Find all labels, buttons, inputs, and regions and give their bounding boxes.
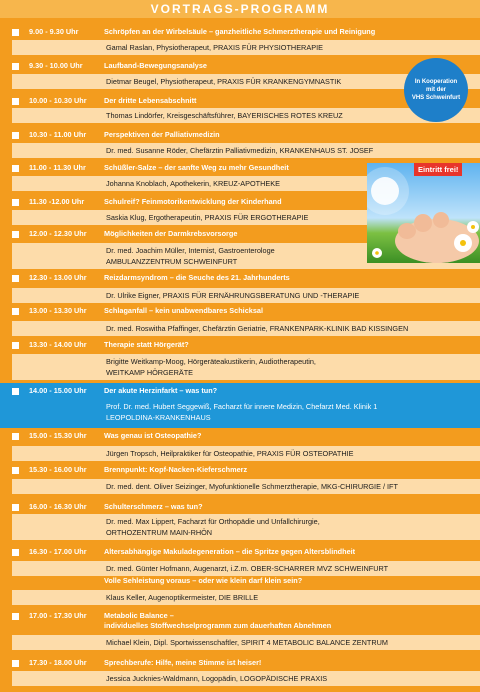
session-time: 17.30 - 18.00 Uhr	[29, 658, 87, 667]
session-speaker: Dr. med. dent. Oliver Seizinger, Myofunktionelle Schmerztherapie, MKG-CHIRURGIE / IFT	[106, 482, 398, 491]
session-topic: Laufband-Bewegungsanalyse	[104, 61, 207, 70]
session-speaker: Dietmar Beugel, Physiotherapeut, PRAXIS FÜR KRANKENGYMNASTIK	[106, 77, 342, 86]
photo-illustration	[367, 163, 480, 263]
session-topic: Altersabhängige Makuladegeneration – die Spritze gegen Altersblindheit	[104, 547, 356, 556]
bullet-square	[12, 98, 19, 105]
session-time: 9.00 - 9.30 Uhr	[29, 27, 79, 36]
session-speaker: Gamal Raslan, Physiotherapeut, PRAXIS FÜR PHYSIOTHERAPIE	[106, 43, 323, 52]
session-time: 10.30 - 11.00 Uhr	[29, 130, 87, 139]
bullet-square	[12, 549, 19, 556]
badge-line: In Kooperation	[414, 79, 458, 85]
session-speaker: Jessica Jucknies-Waldmann, Logopädin, LOGOPÄDISCHE PRAXIS	[106, 674, 328, 683]
session-speaker: LEOPOLDINA-KRANKENHAUS	[106, 413, 211, 422]
session-speaker: WEITKAMP HÖRGERÄTE	[106, 368, 194, 377]
session-topic: Der akute Herzinfarkt – was tun?	[104, 386, 218, 395]
session-time: 16.30 - 17.00 Uhr	[29, 547, 87, 556]
session-time: 12.30 - 13.00 Uhr	[29, 273, 87, 282]
session-topic: Brennpunkt: Kopf-Nacken-Kieferschmerz	[104, 465, 248, 474]
session-time: 15.00 - 15.30 Uhr	[29, 431, 87, 440]
session-speaker: Dr. Ulrike Eigner, PRAXIS FÜR ERNÄHRUNGSBERATUNG UND -THERAPIE	[106, 291, 360, 300]
session-speaker: Michael Klein, Dipl. Sportwissenschaftler, SPIRIT 4 METABOLIC BALANCE ZENTRUM	[106, 638, 388, 647]
session-time: 11.30 -12.00 Uhr	[29, 197, 85, 206]
session-topic: Schüßler-Salze – der sanfte Weg zu mehr Gesundheit	[104, 163, 289, 172]
session-time: 17.00 - 17.30 Uhr	[29, 611, 87, 620]
bullet-square	[12, 342, 19, 349]
session-time: 10.00 - 10.30 Uhr	[29, 96, 87, 105]
bullet-square	[12, 467, 19, 474]
session-speaker: Saskia Klug, Ergotherapeutin, PRAXIS FÜR ERGOTHERAPIE	[106, 213, 309, 222]
session-topic: Sprechberufe: Hilfe, meine Stimme ist heiser!	[104, 658, 262, 667]
bullet-square	[12, 165, 19, 172]
session-topic: Reizdarmsyndrom – die Seuche des 21. Jahrhunderts	[104, 273, 290, 282]
session-time: 16.00 - 16.30 Uhr	[29, 502, 87, 511]
bullet-square	[12, 308, 19, 315]
session-speaker: AMBULANZZENTRUM SCHWEINFURT	[106, 257, 238, 266]
session-time: 15.30 - 16.00 Uhr	[29, 465, 87, 474]
session-topic: Schröpfen an der Wirbelsäule – ganzheitliche Schmerztherapie und Reinigung	[104, 27, 376, 36]
session-topic: Metabolic Balance –	[104, 611, 174, 620]
session-time: 9.30 - 10.00 Uhr	[29, 61, 83, 70]
session-time: 12.00 - 12.30 Uhr	[29, 229, 87, 238]
badge-line: VHS Schweinfurt	[411, 95, 461, 101]
bullet-square	[12, 29, 19, 36]
session-speaker: Dr. med. Günter Hofmann, Augenarzt, i.Z.m. OBER-SCHARRER MVZ SCHWEINFURT	[106, 564, 389, 573]
page-header	[0, 0, 480, 18]
session-topic: individuelles Stoffwechselprogramm zum dauerhaften Abnehmen	[104, 621, 332, 630]
feet-flowers-photo	[367, 163, 480, 263]
session-speaker: Johanna Knoblach, Apothekerin, KREUZ-APOTHEKE	[106, 179, 280, 188]
session-topic: Möglichkeiten der Darmkrebsvorsorge	[104, 229, 238, 238]
session-speaker: Dr. med. Max Lippert, Facharzt für Orthopädie und Unfallchirurgie,	[106, 517, 320, 526]
session-topic: Perspektiven der Palliativmedizin	[104, 130, 220, 139]
bullet-square	[12, 613, 19, 620]
session-topic: Was genau ist Osteopathie?	[104, 431, 202, 440]
session-speaker: Dr. med. Susanne Röder, Chefärztin Palliativmedizin, KRANKENHAUS ST. JOSEF	[106, 146, 374, 155]
session-time: 14.00 - 15.00 Uhr	[29, 386, 87, 395]
session-topic: Therapie statt Hörgerät?	[104, 340, 189, 349]
session-speaker: Thomas Lindörfer, Kreisgeschäftsführer, BAYERISCHES ROTES KREUZ	[106, 111, 343, 120]
session-speaker: ORTHOZENTRUM MAIN-RHÖN	[106, 528, 213, 537]
session-speaker: Klaus Keller, Augenoptikermeister, DIE BRILLE	[106, 593, 259, 602]
bullet-square	[12, 63, 19, 70]
bullet-square	[12, 433, 19, 440]
session-topic: Schulterschmerz – was tun?	[104, 502, 203, 511]
session-time: 11.00 - 11.30 Uhr	[29, 163, 86, 172]
bullet-square	[12, 231, 19, 238]
session-topic: Volle Sehleistung voraus – oder wie klein darf klein sein?	[104, 576, 303, 585]
badge-line: mit der	[425, 87, 446, 93]
bullet-square	[12, 199, 19, 206]
bullet-square	[12, 660, 19, 667]
session-speaker: Dr. med. Roswitha Pfaffinger, Chefärztin Geriatrie, FRANKENPARK-KLINIK BAD KISSINGEN	[106, 324, 409, 333]
bullet-square	[12, 275, 19, 282]
bullet-square	[12, 132, 19, 139]
session-topic: Schlaganfall – kein unabwendbares Schicksal	[104, 306, 263, 315]
session-speaker: Dr. med. Joachim Müller, Internist, Gastroenterologe	[106, 246, 275, 255]
session-topic: Schulreif? Feinmotorikentwicklung der Kinderhand	[104, 197, 282, 206]
free-entry-tag: Eintritt frei!	[414, 163, 462, 176]
cooperation-badge	[404, 58, 468, 122]
session-topic: Der dritte Lebensabschnitt	[104, 96, 197, 105]
session-time: 13.30 - 14.00 Uhr	[29, 340, 87, 349]
page-title: VORTRAGS-PROGRAMM	[150, 2, 330, 16]
bullet-square	[12, 388, 19, 395]
session-time: 13.00 - 13.30 Uhr	[29, 306, 87, 315]
session-speaker: Jürgen Tropsch, Heilpraktiker für Osteopathie, PRAXIS FÜR OSTEOPATHIE	[106, 449, 354, 458]
session-speaker: Brigitte Weitkamp-Moog, Hörgeräteakustikerin, Audiotherapeutin,	[106, 357, 316, 366]
bullet-square	[12, 504, 19, 511]
session-speaker: Prof. Dr. med. Hubert Seggewiß, Facharzt für innere Medizin, Chefarzt Med. Klinik 1	[106, 402, 378, 411]
